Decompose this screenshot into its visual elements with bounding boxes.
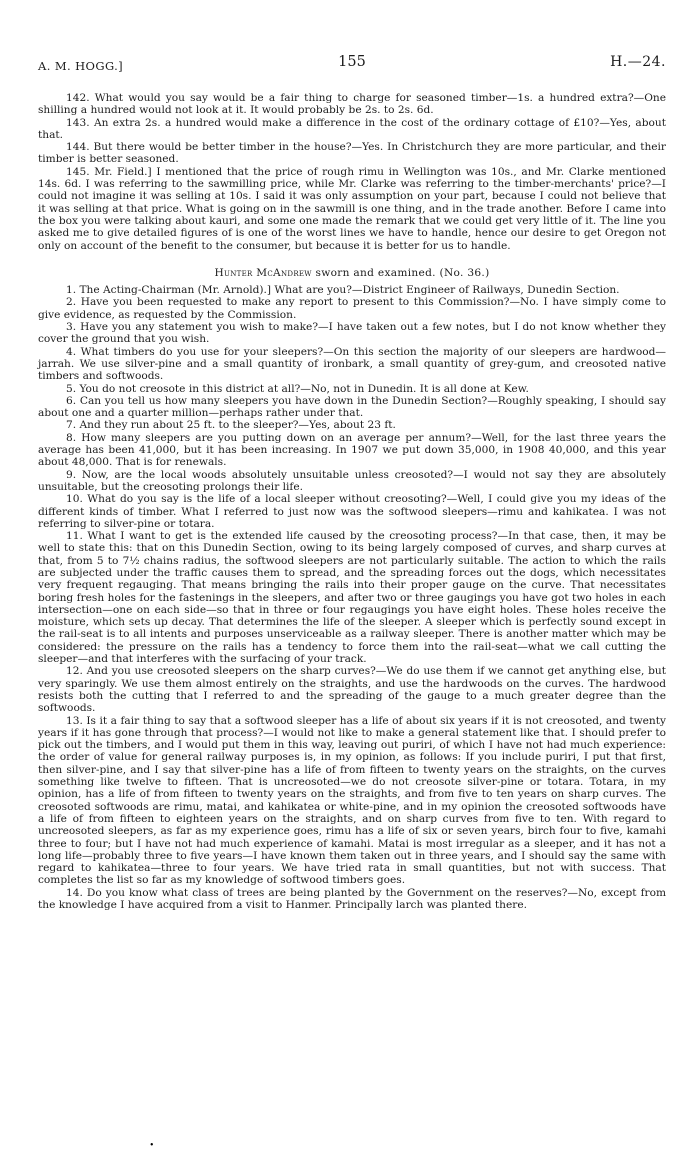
question-3: 3. Have you any statement you wish to make?—I have taken out a few notes, but I do not know whether they cover the ground that you wish. [38, 321, 666, 346]
question-13: 13. Is it a fair thing to say that a softwood sleeper has a life of about six years if it is not creosoted, and twenty years if it has gone through that process?—I would not like to make a general statement like that. I should prefer to pick out the timbers, and I would put them in this way, leaving out puriri, of which I have not had much experience: the order of value for general railway purposes is, in my opinion, as follows: If you include puriri, I put that first, then silver-pine, and I say that silver-pine has a life of from fifteen to twenty years on the straights, on the curves something like twelve to fifteen. That is uncreosoted—we do not creosote silver-pine or totara. Totara, in my opinion, has a life of from fifteen to twenty years on the straights, and from five to ten years on sharp curves. The creosoted softwoods are rimu, matai, and kahikatea or white-pine, and in my opinion the creosoted softwoods have a life of from fifteen to eighteen years on the straights, and on sharp curves from five to ten. With regard to uncreosoted sleepers, as far as my experience goes, rimu has a life of six or seven years, birch four to five, kamahi three to four; but I have not had much experience of kamahi. Matai is most irregular as a sleeper, and it has not a long life—probably three to five years—I have known them taken out in three years, and I should say the same with regard to kahikatea—three to four years. We have tried rata in small quantities, but not with success. That completes the list so far as my knowledge of softwood timbers goes. [38, 714, 666, 887]
paragraph-143: 143. An extra 2s. a hundred would make a difference in the cost of the ordinary cottage of £10?—Yes, about that. [38, 116, 666, 141]
heading-text: sworn and examined. [315, 266, 436, 279]
witness-number: (No. 36.) [439, 266, 490, 279]
paragraph-144: 144. But there would be better timber in the house?—Yes. In Christchurch they are more particular, and their timber is better seasoned. [38, 141, 666, 166]
page-number: 155 [338, 54, 366, 70]
document-reference: H.—24. [610, 54, 666, 70]
question-7: 7. And they run about 25 ft. to the sleeper?—Yes, about 23 ft. [66, 419, 396, 432]
question-12: 12. And you use creosoted sleepers on the sharp curves?—We do use them if we cannot get anything else, but very sparingly. We use them almost entirely on the straights, and use the hardwoods on the curves. The hardwood resists both the cutting that I referred to and the spreading of the gauge to a much greater degree than the softwoods. [38, 665, 666, 715]
header-witness-name: A. M. HOGG.] [38, 59, 124, 73]
question-8: 8. How many sleepers are you putting down on an average per annum?—Well, for the last three years the average has been 41,000, but it has been increasing. In 1907 we put down 35,000, in 1908 40,000, and this year about 48,000. That is for renewals. [38, 431, 666, 469]
paragraph-142: 142. What would you say would be a fair thing to charge for seasoned timber—1s. a hundred extra?—One shilling a hundred would not look at it. It would probably be 2s. to 2s. 6d. [38, 92, 666, 117]
question-1: 1. The Acting-Chairman (Mr. Arnold).] What are you?—District Engineer of Railways, Dunedin Section. [66, 284, 620, 297]
question-14: 14. Do you know what class of trees are being planted by the Government on the reserves?—No, except from the knowledge I have acquired from a visit to Hanmer. Principally larch was planted there. [38, 886, 666, 911]
section-heading [38, 267, 666, 279]
question-10: 10. What do you say is the life of a local sleeper without creosoting?—Well, I could give you my ideas of the different kinds of timber. What I referred to just now was the softwood sleepers—rimu and kahikatea. I was not referring to silver-pine or totara. [38, 493, 666, 530]
witness-name: Hunter McAndrew [214, 266, 312, 279]
question-6: 6. Can you tell us how many sleepers you have down in the Dunedin Section?—Roughly speaking, I should say about one and a quarter million—perhaps rather under that. [38, 394, 666, 420]
evidence-after [38, 284, 666, 911]
question-4: 4. What timbers do you use for your sleepers?—On this section the majority of our sleepers are hardwood—jarrah. We use silver-pine and a small quantity of ironbark, a small quantity of grey-gum, and creosoted native timbers and softwoods. [38, 345, 666, 383]
paragraph-145: 145. Mr. Field.] I mentioned that the price of rough rimu in Wellington was 10s., and Mr. Clarke mentioned 14s. 6d. I was referring to the sawmilling price, while Mr. Clarke was referring to the timber-merchants' price?—I could not imagine it was selling at 10s. I said it was only assumption on your part, because I could not believe that it was selling at that price. What is going on in the sawmill is one thing, and in the trade another. Before I came into the box you were talking about kauri, and some one made the remark that we could get very little of it. The line you asked me to give detailed figures of is one of the worst lines we have to handle, hence our desire to get Oregon not only on account of the benefit to the consumer, but because it is better for us to handle. [38, 165, 666, 252]
page-header [38, 56, 666, 78]
question-9: 9. Now, are the local woods absolutely unsuitable unless creosoted?—I would not say they are absolutely unsuitable, but the creosoting prolongs their life. [38, 468, 666, 493]
question-11: 11. What I want to get is the extended life caused by the creosoting process?—In that case, then, it may be well to state this: that on this Dunedin Section, owing to its being largely composed of curves, and sharp curves at that, from 5 to 7½ chains radius, the softwood sleepers are not particularly suitable. The action to which the rails are subjected under the traffic causes them to spread, and the spreading forces out the dogs, which necessitates very frequent regauging. That means bringing the rails into their proper gauge on the curve. That necessitates boring fresh holes for the fastenings in the sleepers, and after two or three gaugings you have got two holes in each intersection—one on each side—so that in three or four regaugings you have eight holes. These holes receive the moisture, which sets up decay. That determines the life of the sleeper. A sleeper which is perfectly sound except in the rail-seat is to all intents and purposes unserviceable as a railway sleeper. There is another matter which may be considered: the pressure on the rails has a tendency to force them into the rail-seat—what we call cutting the sleeper—and that interferes with the surfacing of your track. [38, 530, 666, 666]
question-2: 2. Have you been requested to make any report to present to this Commission?—No. I have simply come to give evidence, as requested by the Commission. [38, 296, 666, 321]
page-mark: • [150, 1140, 154, 1151]
evidence-before [38, 92, 666, 252]
question-5: 5. You do not creosote in this district at all?—No, not in Dunedin. It is all done at Kew. [66, 382, 529, 395]
